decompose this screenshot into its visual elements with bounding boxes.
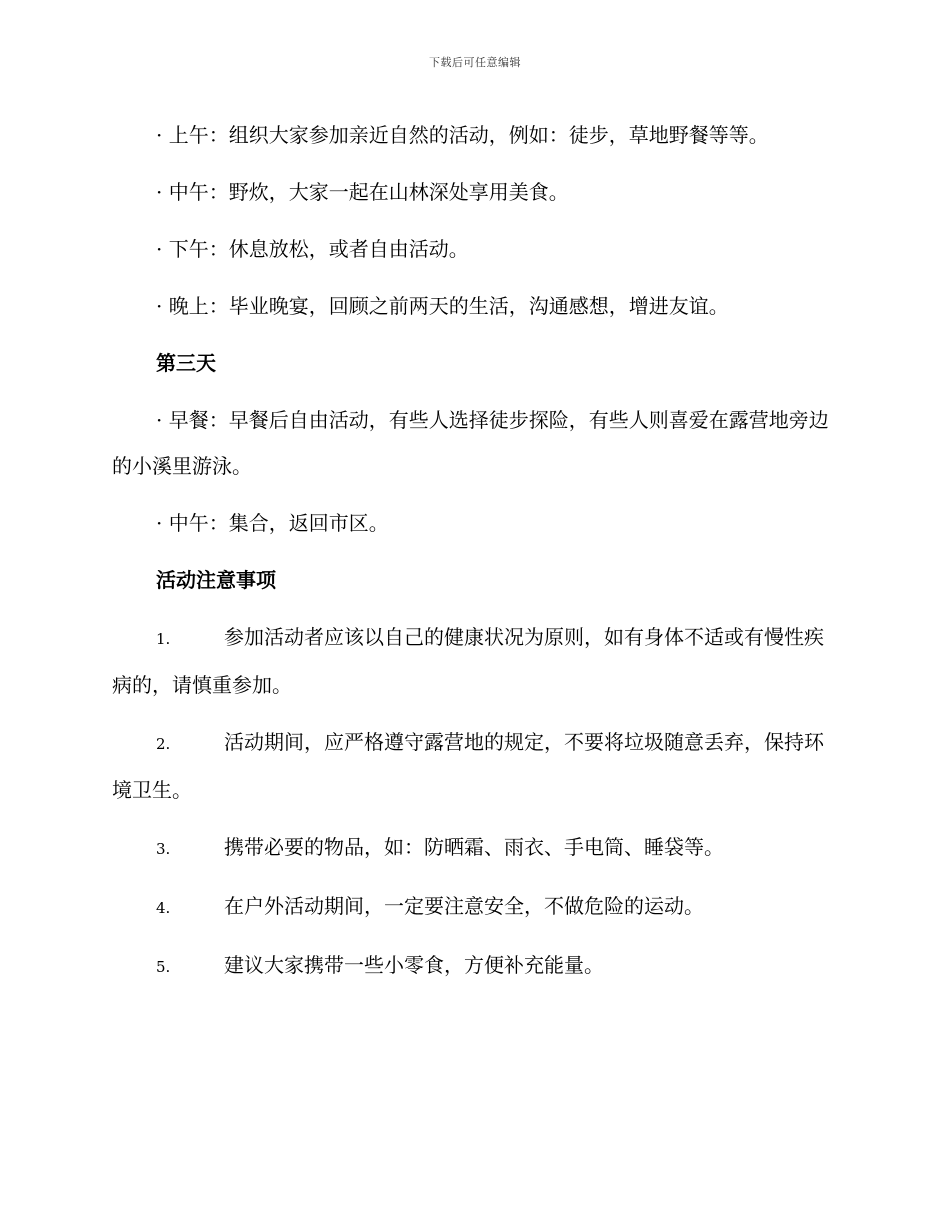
- schedule-item-afternoon: · 下午：休息放松，或者自由活动。: [156, 237, 469, 261]
- notes-item: [112, 824, 837, 872]
- schedule-item-noon: · 中午：野炊，大家一起在山林深处享用美食。: [156, 180, 569, 204]
- notes-item-number: 1.: [156, 630, 171, 648]
- page-header: 下载后可任意编辑: [429, 56, 521, 69]
- notes-item-text: 在户外活动期间，一定要注意安全，不做危险的运动。: [224, 894, 704, 918]
- notes-heading: 活动注意事项: [156, 568, 276, 592]
- notes-item: [112, 719, 837, 813]
- day3-item-breakfast: · 早餐：早餐后自由活动，有些人选择徒步探险，有些人则喜爱在露营地旁边的小溪里游泳。: [112, 408, 829, 478]
- notes-item-text: 携带必要的物品，如：防晒霜、雨衣、手电筒、睡袋等。: [224, 835, 724, 859]
- notes-item-number: 2.: [156, 735, 171, 753]
- notes-item: [112, 883, 837, 931]
- notes-item-number: 4.: [156, 899, 171, 917]
- notes-item: [112, 614, 837, 708]
- notes-item-text: 参加活动者应该以自己的健康状况为原则，如有身体不适或有慢性疾病的，请慎重参加。: [112, 625, 824, 697]
- document-body: [112, 112, 837, 1001]
- schedule-item-evening: · 晚上：毕业晚宴，回顾之前两天的生活，沟通感想，增进友谊。: [156, 294, 729, 318]
- schedule-item-morning: · 上午：组织大家参加亲近自然的活动，例如：徒步，草地野餐等等。: [156, 123, 769, 147]
- notes-item-text: 活动期间，应严格遵守露营地的规定，不要将垃圾随意丢弃，保持环境卫生。: [112, 730, 824, 802]
- day3-item-noon: · 中午：集合，返回市区。: [156, 511, 389, 535]
- notes-item: [112, 942, 837, 990]
- notes-item-number: 3.: [156, 840, 171, 858]
- notes-item-number: 5.: [156, 958, 171, 976]
- notes-item-text: 建议大家携带一些小零食，方便补充能量。: [224, 953, 604, 977]
- day3-heading: 第三天: [156, 351, 216, 375]
